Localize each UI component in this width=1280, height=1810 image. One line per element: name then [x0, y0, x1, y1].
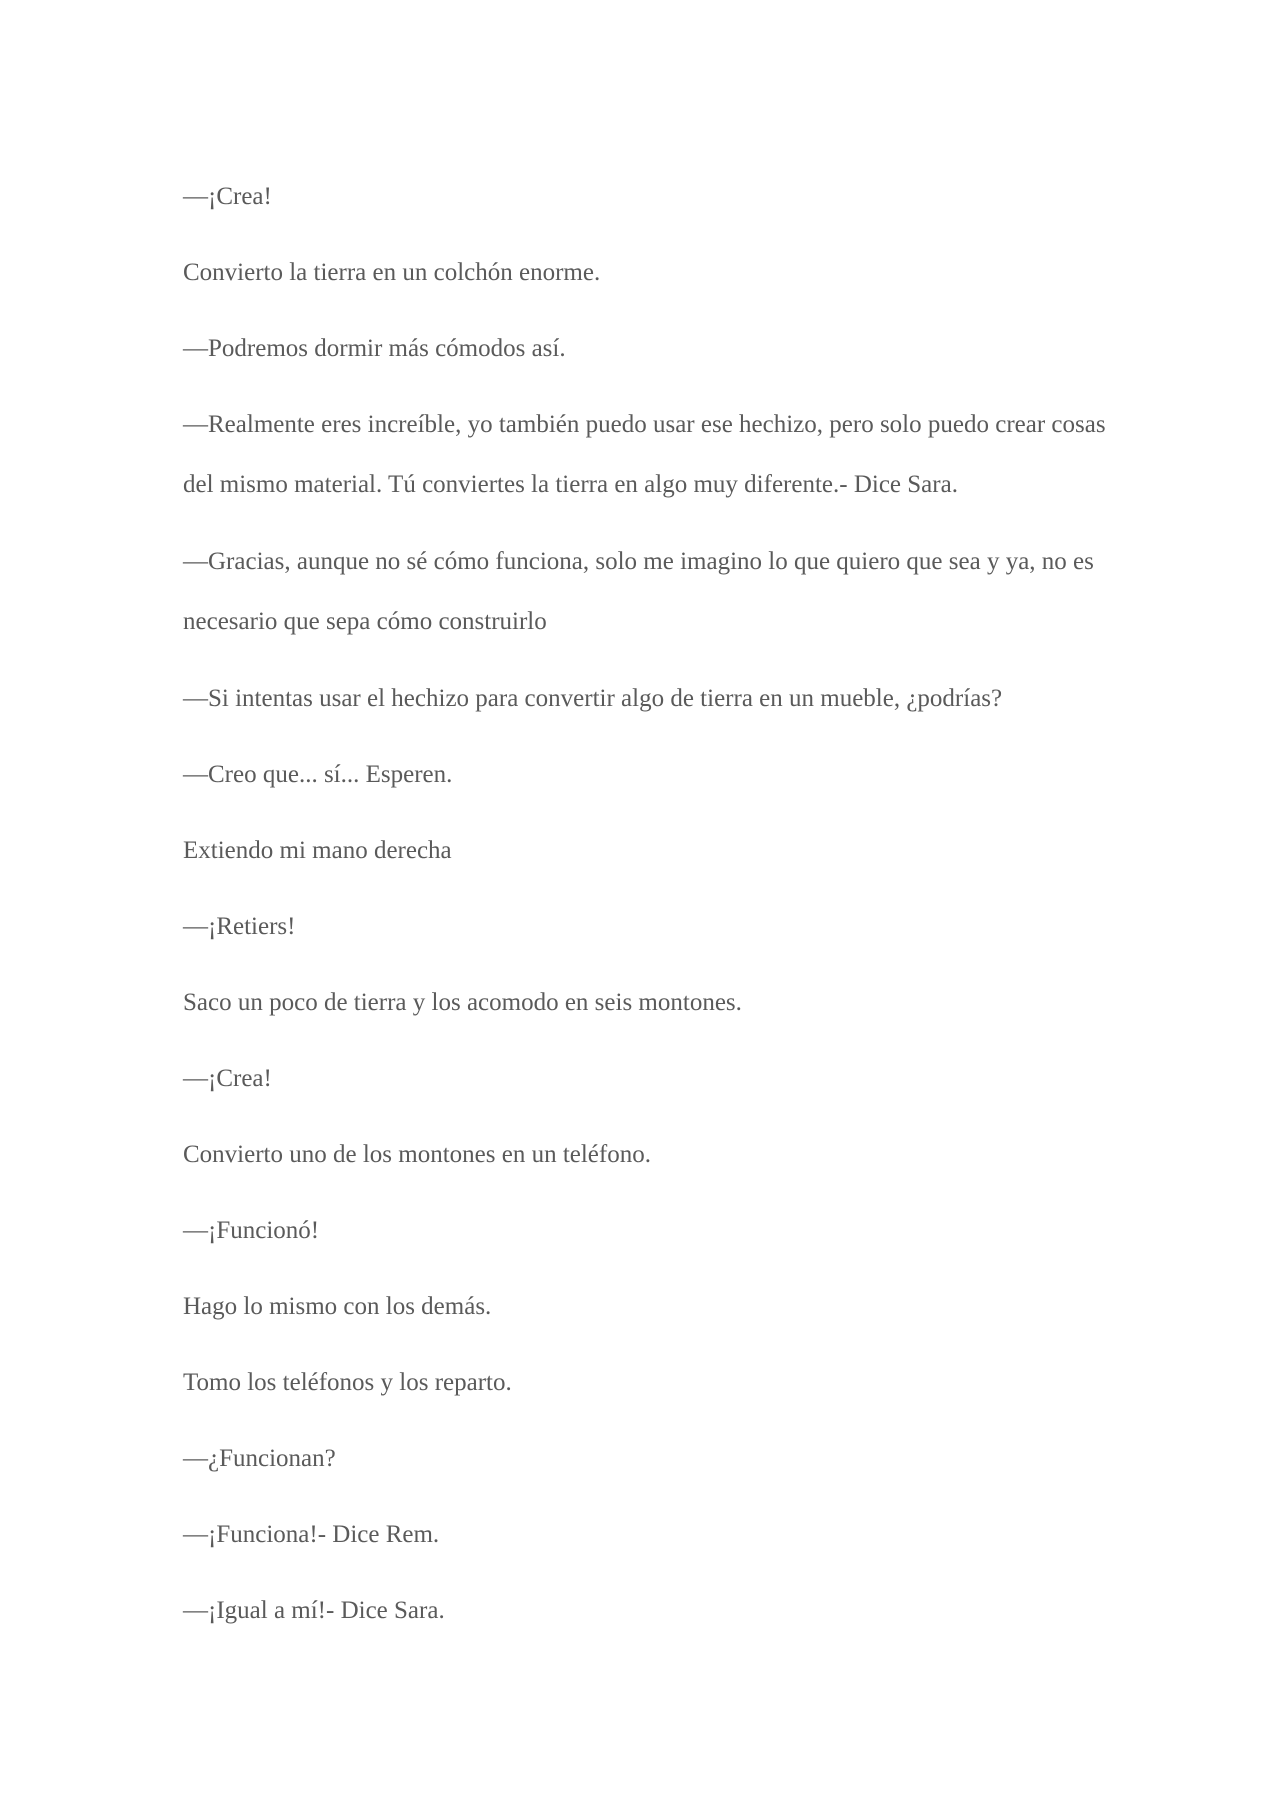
paragraph: —¡Funciona!- Dice Rem. [183, 1521, 440, 1548]
paragraph: —Podremos dormir más cómodos así. [183, 335, 566, 362]
paragraph: Hago lo mismo con los demás. [183, 1293, 492, 1320]
paragraph: —¡Crea! [183, 1065, 272, 1092]
paragraph: —Creo que... sí... Esperen. [183, 761, 453, 788]
paragraph: —Gracias, aunque no sé cómo funciona, solo me imagino lo que quiero que sea y ya, no es necesario que sepa cómo construirlo [183, 548, 1094, 635]
document-body [183, 178, 1113, 1668]
paragraph: Extiendo mi mano derecha [183, 837, 452, 864]
paragraph: —Realmente eres increíble, yo también puedo usar ese hechizo, pero solo puedo crear cosas del mismo material. Tú conviertes la tierra en algo muy diferente.- Dice Sara. [183, 411, 1106, 498]
paragraph: —¡Igual a mí!- Dice Sara. [183, 1597, 445, 1624]
paragraph: —¡Retiers! [183, 913, 296, 940]
paragraph: Tomo los teléfonos y los reparto. [183, 1369, 512, 1396]
paragraph: Convierto la tierra en un colchón enorme. [183, 259, 601, 286]
paragraph: —¿Funcionan? [183, 1445, 336, 1472]
paragraph: Convierto uno de los montones en un teléfono. [183, 1141, 651, 1168]
paragraph: —Si intentas usar el hechizo para convertir algo de tierra en un mueble, ¿podrías? [183, 685, 1003, 712]
paragraph: Saco un poco de tierra y los acomodo en seis montones. [183, 989, 742, 1016]
paragraph: —¡Funcionó! [183, 1217, 320, 1244]
paragraph: —¡Crea! [183, 183, 272, 210]
